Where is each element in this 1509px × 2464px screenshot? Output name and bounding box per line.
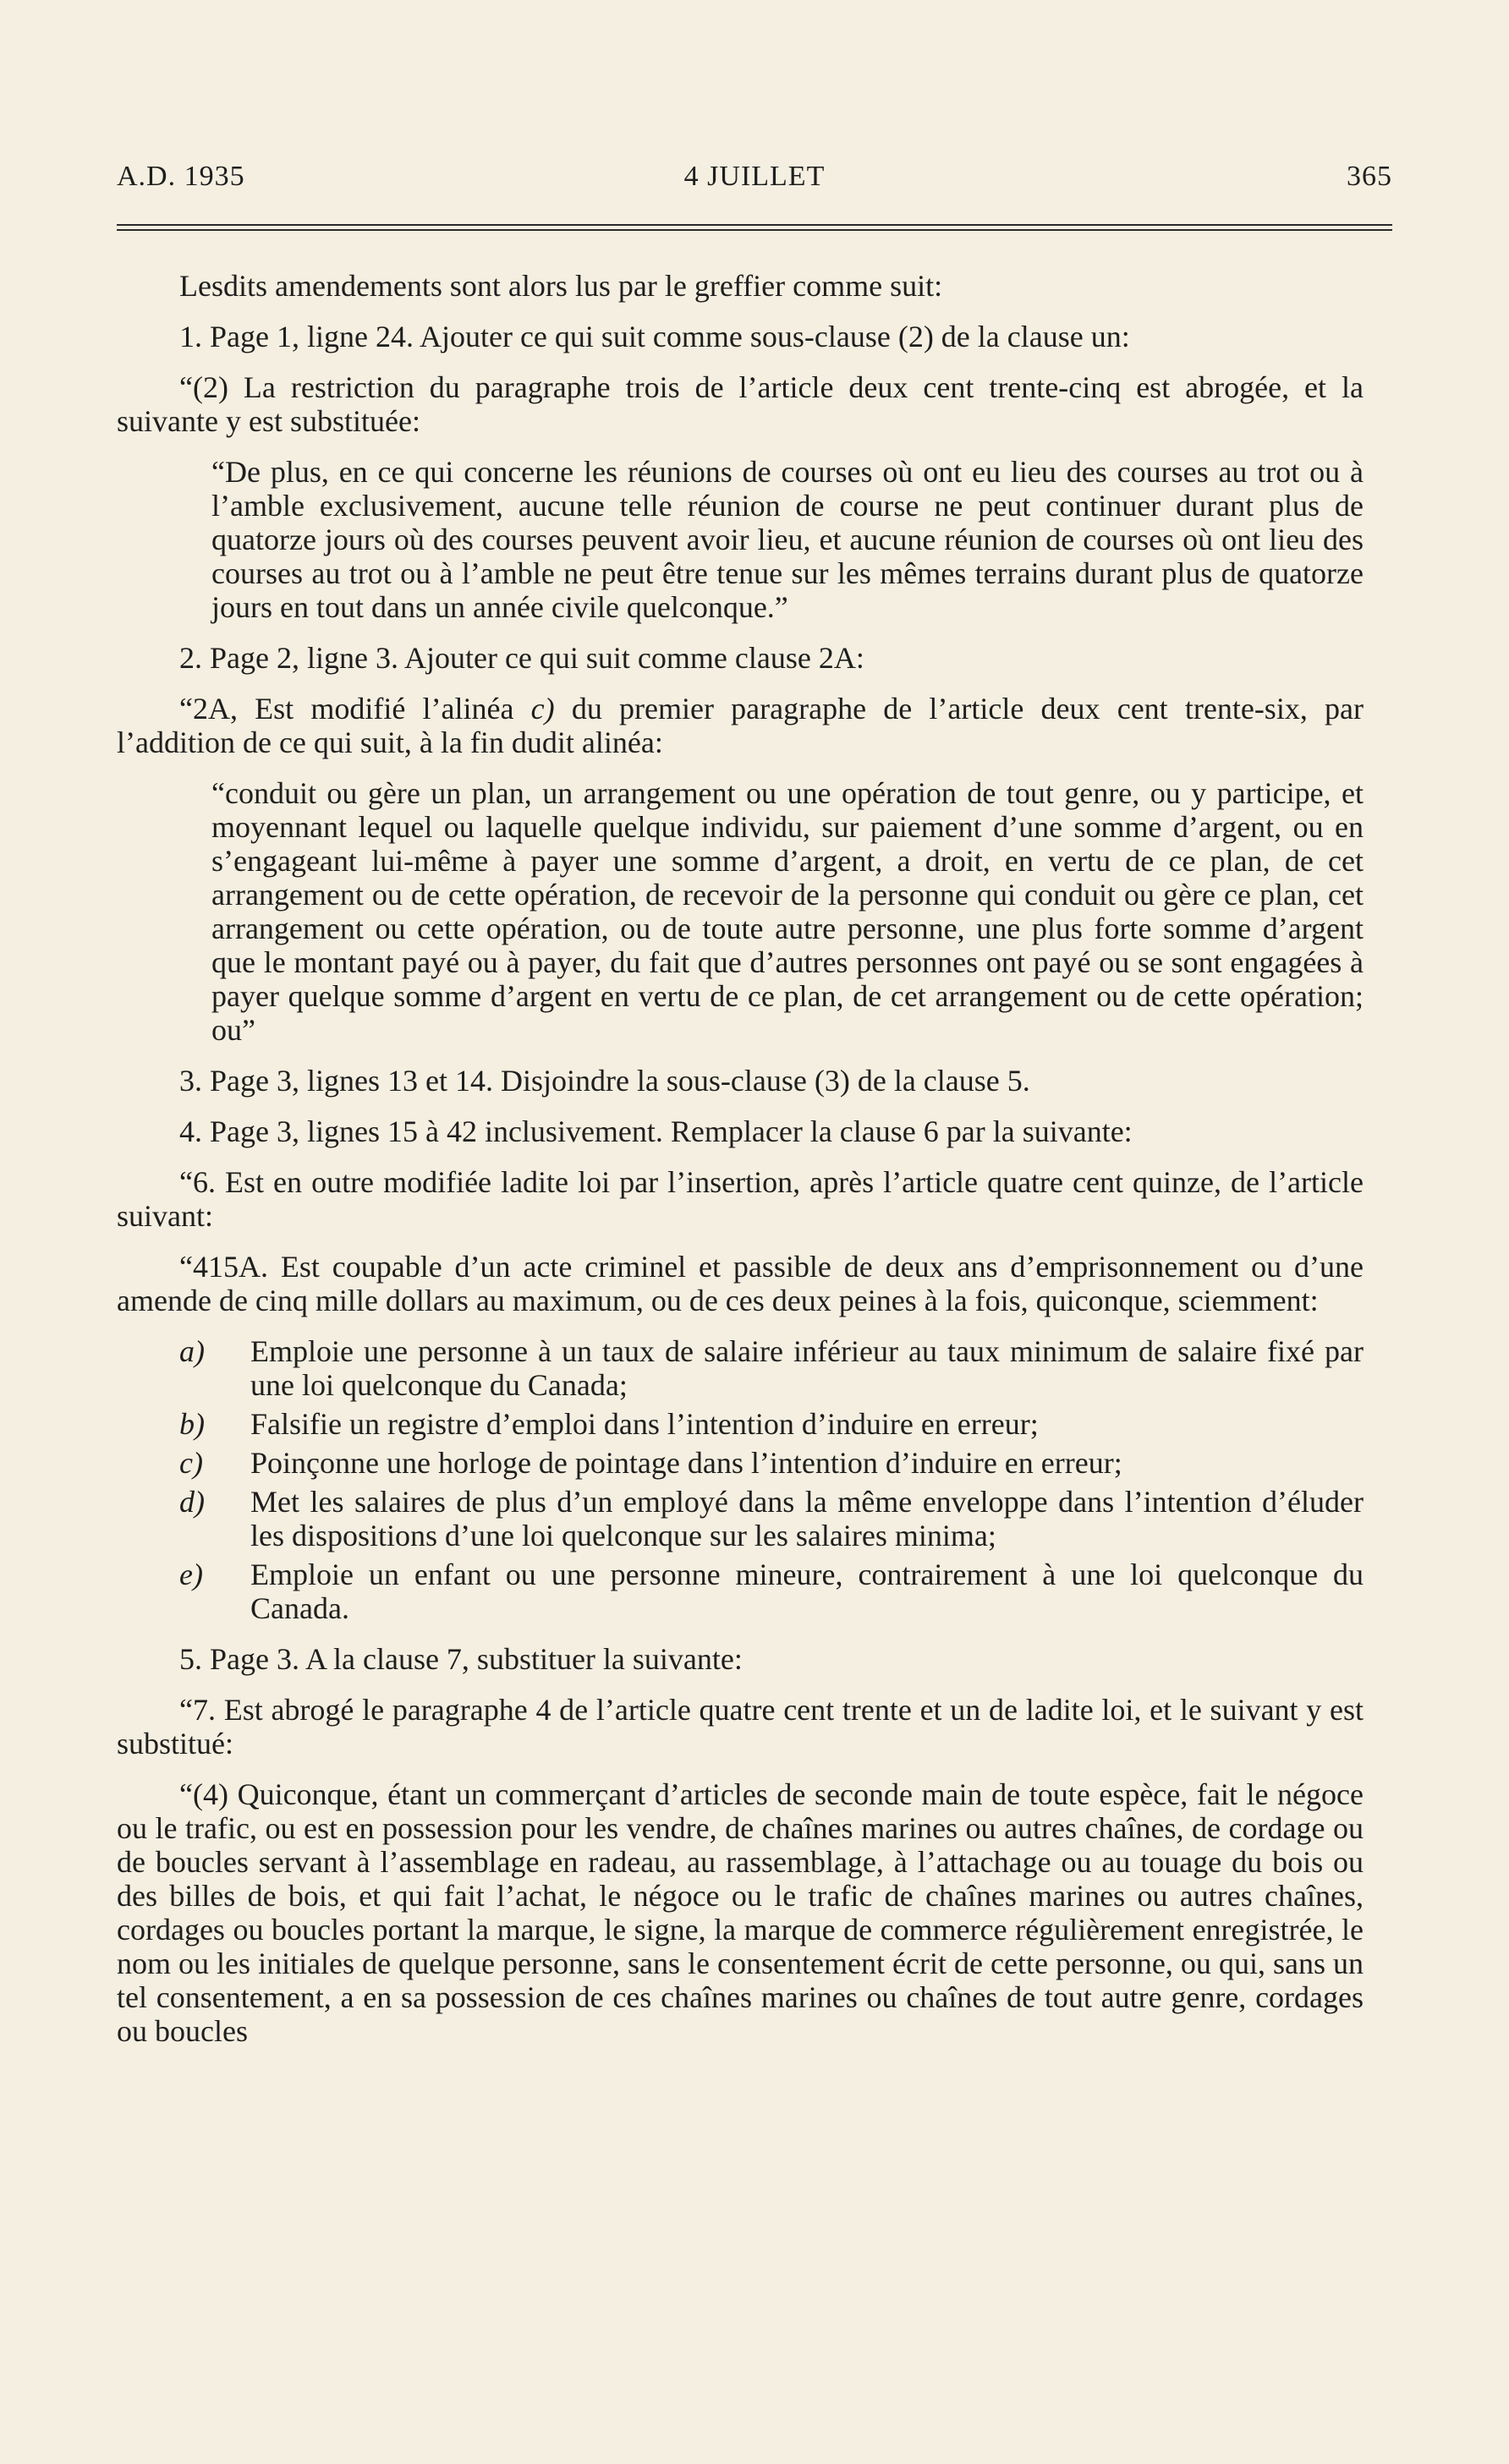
list-item-label: c): [179, 1446, 203, 1480]
list-item: [117, 1446, 1364, 1480]
document-body: [117, 269, 1364, 2065]
amendment-2-clause-start: “2A, Est modifié l’alinéa: [179, 692, 531, 726]
amendment-4: 4. Page 3, lignes 15 à 42 inclusivement. Remplacer la clause 6 par la suivante:: [179, 1114, 1133, 1148]
paragraph-intro: Lesdits amendements sont alors lus par le greffier comme suit:: [179, 269, 943, 303]
page-header: [117, 161, 1392, 203]
alinea-letter: c): [530, 692, 555, 726]
page-number: 365: [1347, 161, 1392, 192]
list-item-label: a): [179, 1334, 205, 1368]
list-item: [117, 1334, 1364, 1402]
amendment-2-clause: [117, 692, 1364, 759]
amendment-5-paragraph-4: “(4) Quiconque, étant un commerçant d’articles de seconde main de toute espèce, fait le négoce ou le trafic, ou est en possession pour les vendre, de chaînes marines ou autres chaînes, de cordage ou de boucles servant à l’assemblage en radeau, au rassemblage, à l’attachage ou au touage du bois ou des billes de bois, et qui fait l’achat, le négoce ou le trafic de chaînes marines ou autres chaînes, cordages ou boucles portant la marque, le signe, la marque de commerce régulièrement enregistrée, le nom ou les initiales de quelque personne, sans le consentement écrit de cette personne, ou qui, sans un tel consentement, a en sa possession de ces chaînes marines ou chaînes de tout autre genre, cordages ou boucles: [117, 1777, 1364, 2048]
amendment-1-quoted-text: “De plus, en ce qui concerne les réunions de courses où ont eu lieu des courses au trot ou à l’amble exclusivement, aucune telle réunion de course ne peut continuer durant plus de quatorze jours où des courses peuvent avoir lieu, et aucune réunion de courses où ont lieu des courses au trot ou à l’amble ne peut être tenue sur les mêmes terrains durant plus de quatorze jours en tout dans un année civile quelconque.”: [211, 455, 1364, 624]
article-415a: “415A. Est coupable d’un acte criminel et passible de deux ans d’emprisonnement ou d’une amende de cinq mille dollars au maximum, ou de ces deux peines à la fois, quiconque, sciemment:: [117, 1250, 1364, 1317]
amendment-5: 5. Page 3. A la clause 7, substituer la suivante:: [179, 1642, 743, 1676]
list-item: [117, 1558, 1364, 1625]
list-item-text: Emploie une personne à un taux de salaire inférieur au taux minimum de salaire fixé par une loi quelconque du Canada;: [250, 1334, 1364, 1402]
list-item-label: e): [179, 1558, 203, 1591]
list-item-text: Emploie un enfant ou une personne mineure, contrairement à une loi quelconque du Canada.: [250, 1558, 1364, 1625]
amendment-3: 3. Page 3, lignes 13 et 14. Disjoindre la sous-clause (3) de la clause 5.: [179, 1064, 1030, 1098]
amendment-1-subclause: “(2) La restriction du paragraphe trois de l’article deux cent trente-cinq est abrogée, et la suivante y est substituée:: [117, 370, 1364, 438]
header-double-rule: [117, 224, 1392, 231]
amendment-2-quoted-text: “conduit ou gère un plan, un arrangement ou une opération de tout genre, ou y participe, et moyennant lequel ou laquelle quelque individu, sur paiement d’une somme d’argent, ou en s’engageant lui-même à payer une somme d’argent, a droit, en vertu de ce plan, de cet arrangement ou de cette opération, de recevoir de la personne qui conduit ou gère ce plan, cet arrangement ou cette opération, ou de toute autre personne, une plus forte somme d’argent que le montant payé ou à payer, du fait que d’autres personnes ont payé ou se sont engagées à payer quelque somme d’argent en vertu de ce plan, de cet arrangement ou de cette opération; ou”: [211, 776, 1364, 1047]
list-item-label: d): [179, 1485, 205, 1519]
amendment-5-clause: “7. Est abrogé le paragraphe 4 de l’article quatre cent trente et un de ladite loi, et le suivant y est substitué:: [117, 1693, 1364, 1760]
list-item-text: Poinçonne une horloge de pointage dans l’intention d’induire en erreur;: [250, 1446, 1122, 1480]
amendment-1: 1. Page 1, ligne 24. Ajouter ce qui suit comme sous-clause (2) de la clause un:: [179, 320, 1130, 353]
list-item-text: Met les salaires de plus d’un employé dans la même enveloppe dans l’intention d’éluder les dispositions d’une loi quelconque sur les salaires minima;: [250, 1485, 1364, 1552]
list-item-text: Falsifie un registre d’emploi dans l’intention d’induire en erreur;: [250, 1407, 1039, 1441]
list-item: [117, 1407, 1364, 1441]
list-item: [117, 1485, 1364, 1552]
amendment-2-clause-end: du premier paragraphe de l’article deux cent trente-six, par l’addition de ce qui suit, à la fin dudit alinéa:: [117, 692, 1364, 759]
amendment-4-clause: “6. Est en outre modifiée ladite loi par l’insertion, après l’article quatre cent quinze, de l’article suivant:: [117, 1165, 1364, 1233]
amendment-2: 2. Page 2, ligne 3. Ajouter ce qui suit comme clause 2A:: [179, 641, 864, 675]
header-year: A.D. 1935: [117, 161, 245, 192]
header-date: 4 JUILLET: [683, 161, 826, 192]
list-item-label: b): [179, 1407, 205, 1441]
